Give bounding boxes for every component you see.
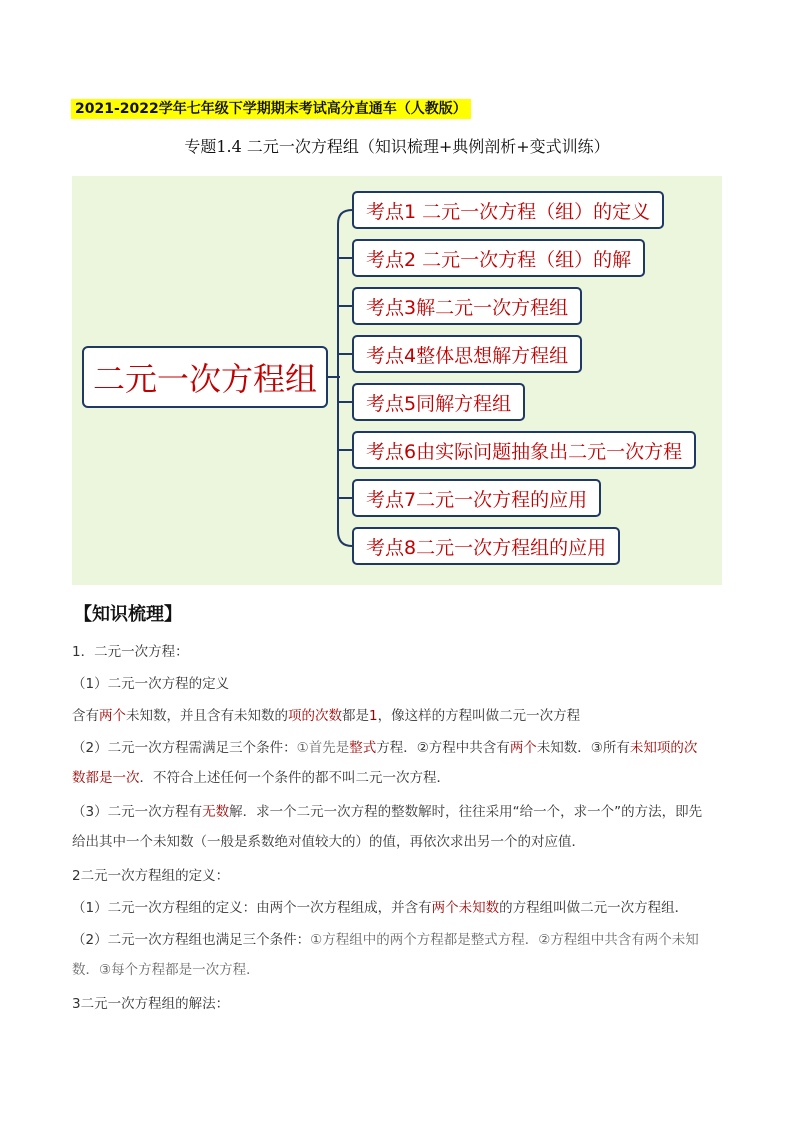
highlight-text: 1 <box>369 708 378 724</box>
paragraph-7 <box>72 893 724 923</box>
text-run: ，像这样的方程叫做二元一次方程 <box>377 708 581 724</box>
connector-bracket <box>338 210 352 546</box>
text-run: ①首先是 <box>296 740 350 756</box>
text-run: ．不符合上述任何一个条件的都不叫二元一次方程． <box>139 770 450 786</box>
text-run: （2）二元一次方程需满足三个条件： <box>72 740 297 756</box>
highlight-text: 数都是一次 <box>72 770 140 786</box>
mindmap-topic-8: 考点8二元一次方程组的应用 <box>352 527 620 565</box>
highlight-text: 项的次数 <box>288 708 342 724</box>
text-run: （3）二元一次方程有 <box>72 804 203 820</box>
paragraph-4 <box>72 733 724 793</box>
mindmap-topic-2: 考点2 二元一次方程（组）的解 <box>352 239 645 277</box>
highlight-text: 两个 <box>509 740 537 756</box>
highlight-text: 两个 <box>99 708 126 724</box>
paragraph-1: 1．二元一次方程： <box>72 644 189 660</box>
highlight-text: 两个未知数 <box>431 900 500 916</box>
text-run: 数．③每个方程都是一次方程． <box>72 962 260 978</box>
mindmap-topic-7: 考点7二元一次方程的应用 <box>352 479 601 517</box>
text-run: 都是 <box>342 708 369 724</box>
highlight-text: 无数 <box>202 804 230 820</box>
highlight-text: 未知项的次 <box>629 740 698 756</box>
mindmap-topic-4: 考点4整体思想解方程组 <box>352 335 582 373</box>
highlight-text: 整式 <box>349 740 377 756</box>
paragraph-6: 2二元一次方程组的定义： <box>72 868 230 884</box>
paragraph-9: 3二元一次方程组的解法： <box>72 996 230 1012</box>
text-run: 解．求一个二元一次方程的整数解时，往往采用“给一个，求一个”的方法，即先 <box>229 804 703 820</box>
text-run: （2）二元一次方程组也满足三个条件： <box>72 932 311 948</box>
section-heading: 【知识梳理】 <box>74 604 182 625</box>
text-run: 含有 <box>72 708 99 724</box>
text-run: 未知数．③所有 <box>536 740 630 756</box>
text-run: 方程．②方程中共含有 <box>376 740 510 756</box>
text-run: ①方程组中的两个方程都是整式方程．②方程组中共含有两个未知 <box>310 932 699 948</box>
mindmap-topic-3: 考点3解二元一次方程组 <box>352 287 582 325</box>
text-run: 未知数，并且含有未知数的 <box>126 708 288 724</box>
mindmap-topic-6: 考点6由实际问题抽象出二元一次方程 <box>352 431 696 469</box>
mindmap-diagram <box>72 176 722 585</box>
paragraph-5 <box>72 797 724 857</box>
paragraph-2: （1）二元一次方程的定义 <box>72 676 230 692</box>
paragraph-3 <box>72 701 724 731</box>
page-title: 专题1.4 二元一次方程组（知识梳理+典例剖析+变式训练） <box>184 137 610 156</box>
mindmap-root-node: 二元一次方程组 <box>82 346 328 408</box>
mindmap-topic-1: 考点1 二元一次方程（组）的定义 <box>352 191 664 229</box>
header-banner: 2021-2022学年七年级下学期期末考试高分直通车（人教版） <box>71 99 471 119</box>
text-run: 的方程组叫做二元一次方程组． <box>499 900 689 916</box>
mindmap-topic-5: 考点5同解方程组 <box>352 383 525 421</box>
text-run: （1）二元一次方程组的定义：由两个一次方程组成，并含有 <box>72 900 432 916</box>
paragraph-8 <box>72 925 724 985</box>
text-run: 给出其中一个未知数（一般是系数绝对值较大的）的值，再依次求出另一个的对应值． <box>72 834 585 850</box>
